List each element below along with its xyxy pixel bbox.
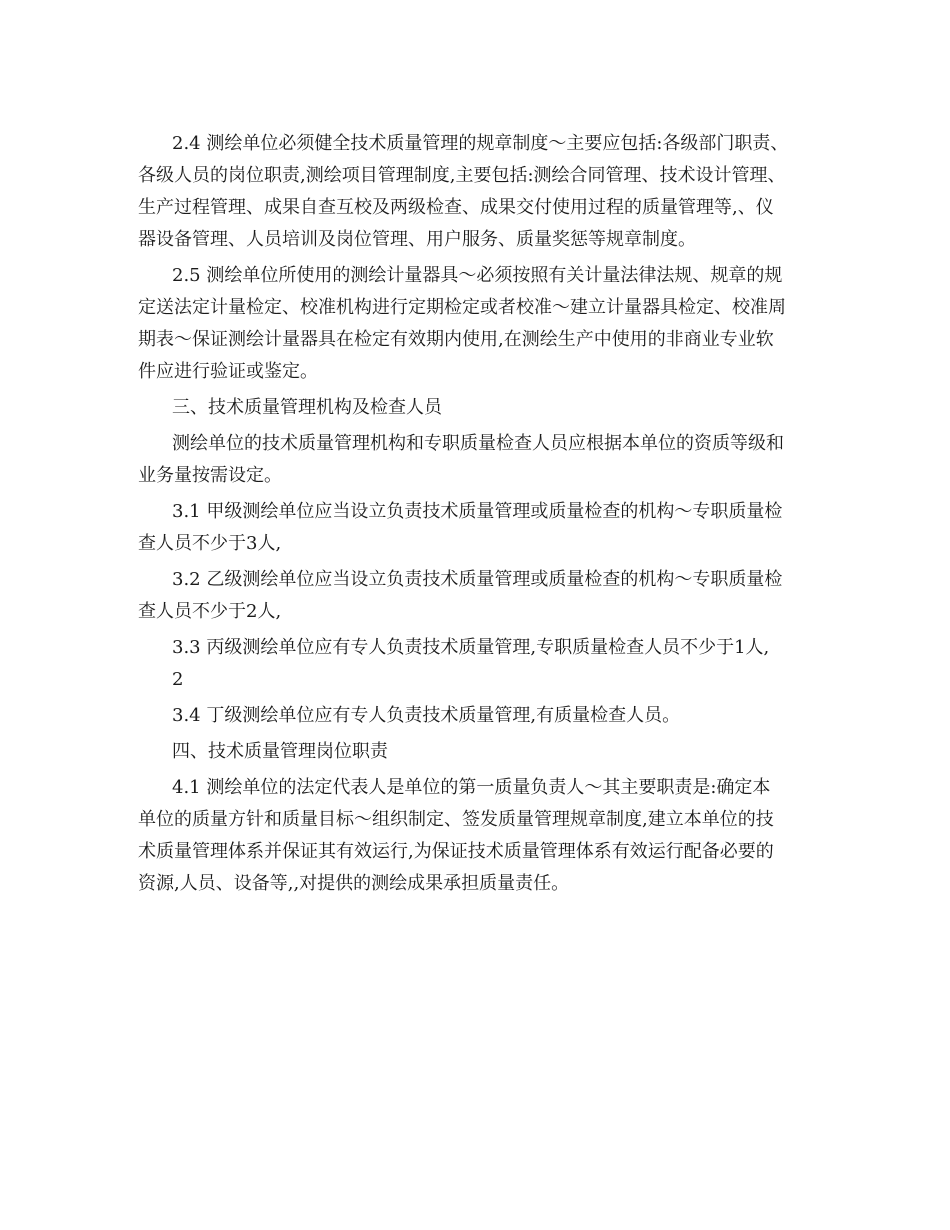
text-line: 3.4 丁级测绘单位应有专人负责技术质量管理,有质量检查人员。 bbox=[172, 705, 681, 726]
text-line: 定送法定计量检定、校准机构进行定期检定或者校准～建立计量器具检定、校准周 bbox=[138, 297, 786, 318]
text-line: 四、技术质量管理岗位职责 bbox=[172, 741, 388, 762]
paragraph bbox=[138, 632, 810, 696]
text-line: 2 bbox=[172, 669, 184, 690]
text-line: 件应进行验证或鉴定。 bbox=[138, 361, 318, 382]
text-line: 资源,人员、设备等,,对提供的测绘成果承担质量责任。 bbox=[138, 873, 570, 894]
text-line: 2.5 测绘单位所使用的测绘计量器具～必须按照有关计量法律法规、规章的规 bbox=[172, 265, 783, 286]
text-line: 3.1 甲级测绘单位应当设立负责技术质量管理或质量检查的机构～专职质量检 bbox=[172, 501, 783, 522]
paragraph bbox=[138, 736, 810, 768]
text-line: 器设备管理、人员培训及岗位管理、用户服务、质量奖惩等规章制度。 bbox=[138, 229, 696, 250]
text-line: 单位的质量方针和质量目标～组织制定、签发质量管理规章制度,建立本单位的技 bbox=[138, 809, 774, 830]
text-line: 测绘单位的技术质量管理机构和专职质量检查人员应根据本单位的资质等级和 bbox=[172, 433, 784, 454]
paragraph bbox=[138, 128, 810, 256]
text-line: 业务量按需设定。 bbox=[138, 465, 282, 486]
text-line: 各级人员的岗位职责,测绘项目管理制度,主要包括:测绘合同管理、技术设计管理、 bbox=[138, 165, 786, 186]
text-line: 3.3 丙级测绘单位应有专人负责技术质量管理,专职质量检查人员不少于1人, bbox=[172, 637, 770, 658]
paragraph bbox=[138, 772, 810, 900]
text-line: 2.4 测绘单位必须健全技术质量管理的规章制度～主要应包括:各级部门职责、 bbox=[172, 133, 789, 154]
paragraph bbox=[138, 496, 810, 560]
paragraph bbox=[138, 700, 810, 732]
paragraph bbox=[138, 428, 810, 492]
paragraph bbox=[138, 260, 810, 388]
paragraph bbox=[138, 564, 810, 628]
text-line: 三、技术质量管理机构及检查人员 bbox=[172, 397, 442, 418]
document-body bbox=[138, 128, 810, 904]
text-line: 查人员不少于3人, bbox=[138, 533, 282, 554]
text-line: 4.1 测绘单位的法定代表人是单位的第一质量负责人～其主要职责是:确定本 bbox=[172, 777, 771, 798]
paragraph bbox=[138, 392, 810, 424]
text-line: 生产过程管理、成果自查互校及两级检查、成果交付使用过程的质量管理等,、仪 bbox=[138, 197, 774, 218]
text-line: 期表～保证测绘计量器具在检定有效期内使用,在测绘生产中使用的非商业专业软 bbox=[138, 329, 774, 350]
text-line: 术质量管理体系并保证其有效运行,为保证技术质量管理体系有效运行配备必要的 bbox=[138, 841, 774, 862]
text-line: 查人员不少于2人, bbox=[138, 601, 282, 622]
text-line: 3.2 乙级测绘单位应当设立负责技术质量管理或质量检查的机构～专职质量检 bbox=[172, 569, 783, 590]
